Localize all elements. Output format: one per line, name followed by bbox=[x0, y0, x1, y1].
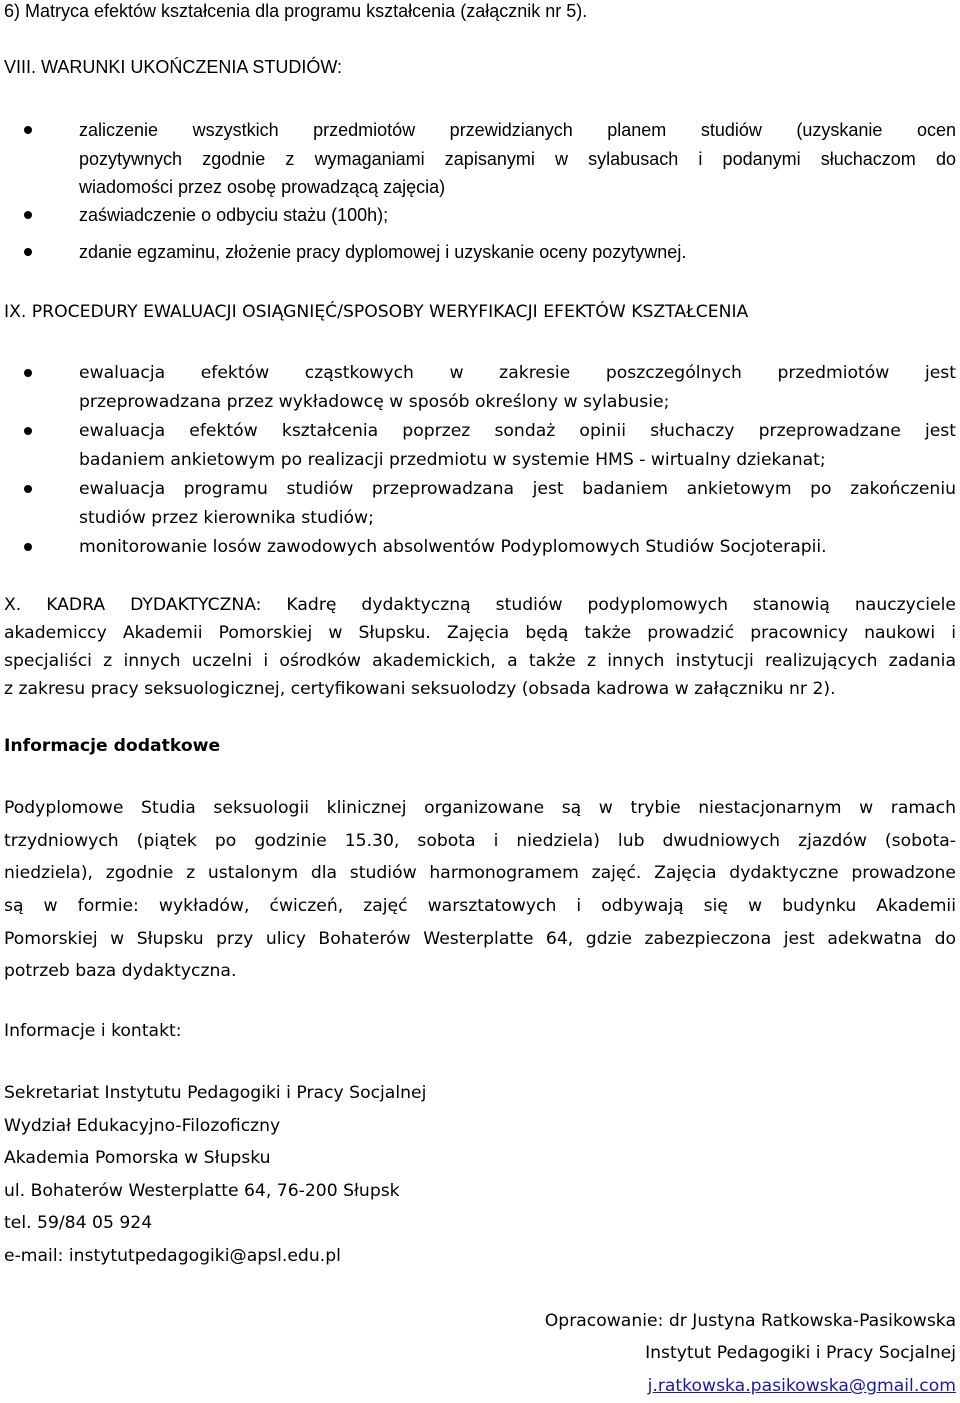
signature-email-link[interactable]: j.ratkowska.pasikowska@gmail.com bbox=[647, 1376, 956, 1396]
list-item-line: zaświadczenie o odbyciu stażu (100h); bbox=[79, 205, 389, 225]
bullet-icon bbox=[24, 211, 32, 219]
bullet-icon bbox=[24, 427, 32, 435]
list-item-line: wiadomości przez osobę prowadzącą zajęcia) bbox=[79, 177, 446, 197]
list-item-line: zaliczenie wszystkich przedmiotów przewidzianych planem studiów (uzyskanie ocen bbox=[79, 120, 956, 140]
signature-institute: Instytut Pedagogiki i Pracy Socjalnej bbox=[645, 1343, 956, 1363]
list-item-line: zdanie egzaminu, złożenie pracy dyplomowej i uzyskanie oceny pozytywnej. bbox=[79, 242, 687, 262]
bullet-icon bbox=[24, 369, 32, 377]
paragraph-line: są w formie: wykładów, ćwiczeń, zajęć warsztatowych i odbywają się w budynku Akademii bbox=[4, 896, 956, 916]
bullet-icon bbox=[24, 485, 32, 493]
item-6: 6) Matryca efektów kształcenia dla programu kształcenia (załącznik nr 5). bbox=[4, 1, 588, 21]
paragraph-line: niedziela), zgodnie z ustalonym dla studiów harmonogramem zajęć. Zajęcia dydaktyczne prowadzone bbox=[4, 863, 956, 883]
list-item-line: ewaluacja efektów cząstkowych w zakresie poszczególnych przedmiotów jest bbox=[79, 363, 956, 383]
list-item-line: pozytywnych zgodnie z wymaganiami zapisanymi w sylabusach i podanymi słuchaczom do bbox=[79, 148, 956, 169]
section-9-heading: IX. PROCEDURY EWALUACJI OSIĄGNIĘĆ/SPOSOBY WERYFIKACJI EFEKTÓW KSZTAŁCENIA bbox=[4, 302, 749, 322]
bullet-icon bbox=[24, 543, 32, 551]
bullet-icon bbox=[24, 248, 32, 256]
list-item-line: przeprowadzana przez wykładowcę w sposób określony w sylabusie; bbox=[79, 392, 670, 412]
contact-email-line: e-mail: instytutpedagogiki@apsl.edu.pl bbox=[4, 1246, 341, 1266]
bullet-icon bbox=[24, 126, 32, 134]
list-item-line: badaniem ankietowym po realizacji przedmiotu w systemie HMS - wirtualny dziekanat; bbox=[79, 450, 826, 470]
contact-line: ul. Bohaterów Westerplatte 64, 76-200 Słupsk bbox=[4, 1181, 400, 1201]
list-item-line: studiów przez kierownika studiów; bbox=[79, 508, 374, 528]
paragraph-line: Podyplomowe Studia seksuologii klinicznej organizowane są w trybie niestacjonarnym w ramach bbox=[4, 798, 956, 818]
section-10-line: akademiccy Akademii Pomorskiej w Słupsku. Zajęcia będą także prowadzić pracownicy naukowi i bbox=[4, 623, 956, 643]
contact-line: Sekretariat Instytutu Pedagogiki i Pracy Socjalnej bbox=[4, 1083, 427, 1103]
additional-info-heading: Informacje dodatkowe bbox=[4, 736, 221, 756]
section-8-heading: VIII. WARUNKI UKOŃCZENIA STUDIÓW: bbox=[4, 57, 343, 77]
paragraph-line: potrzeb baza dydaktyczna. bbox=[4, 961, 237, 981]
contact-line: Wydział Edukacyjno-Filozoficzny bbox=[4, 1116, 281, 1136]
signature-author: Opracowanie: dr Justyna Ratkowska-Pasikowska bbox=[544, 1311, 956, 1331]
section-10-line: specjaliści z innych uczelni i ośrodków akademickich, a także z innych instytucji realizujących zadania bbox=[4, 651, 956, 671]
list-item-line: ewaluacja programu studiów przeprowadzana jest badaniem ankietowym po zakończeniu bbox=[79, 479, 956, 499]
section-10-line: z zakresu pracy seksuologicznej, certyfikowani seksuolodzy (obsada kadrowa w załączniku nr 2). bbox=[4, 679, 836, 699]
contact-line: Akademia Pomorska w Słupsku bbox=[4, 1148, 271, 1168]
list-item-line: monitorowanie losów zawodowych absolwentów Podyplomowych Studiów Socjoterapii. bbox=[79, 537, 827, 557]
contact-heading: Informacje i kontakt: bbox=[4, 1021, 182, 1041]
paragraph-line: Pomorskiej w Słupsku przy ulicy Bohaterów Westerplatte 64, gdzie zabezpieczona jest adekwatna do bbox=[4, 929, 956, 949]
contact-line: tel. 59/84 05 924 bbox=[4, 1213, 153, 1233]
section-10-line: X. KADRA DYDAKTYCZNA: Kadrę dydaktyczną studiów podyplomowych stanowią nauczyciele bbox=[4, 595, 956, 615]
list-item-line: ewaluacja efektów kształcenia poprzez sondaż opinii słuchaczy przeprowadzane jest bbox=[79, 421, 956, 441]
paragraph-line: trzydniowych (piątek po godzinie 15.30, sobota i niedziela) lub dwudniowych zjazdów (sobota- bbox=[4, 831, 956, 851]
